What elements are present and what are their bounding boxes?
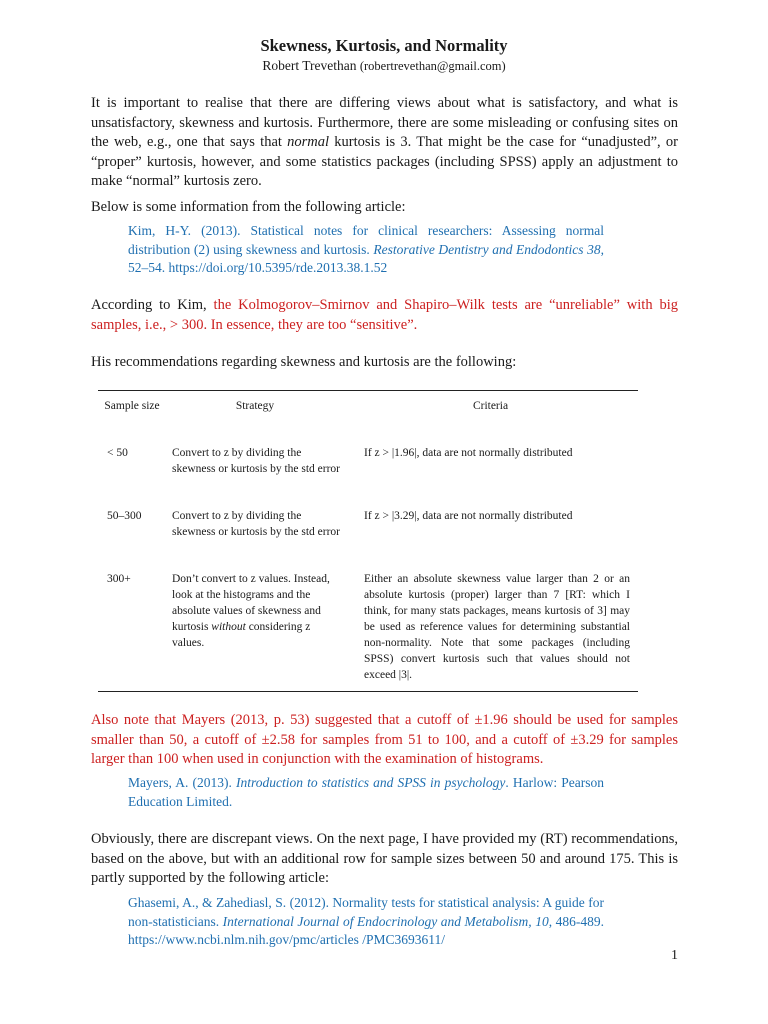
mayers-note-paragraph: Also note that Mayers (2013, p. 53) suggested that a cutoff of ±1.96 should be used for samples smaller than 50, a cutoff of ±2.58 for samples from 51 to 100, and a cutoff of ±3.29 for samples larger than 100 when used in conjunction with the examination of histograms.	[91, 712, 678, 767]
header-strategy: Strategy	[235, 400, 275, 412]
row-3-criteria: Either an absolute skewness value larger than 2 or an absolute kurtosis (proper) larger than 7 [RT: which I think, for many stats packages, means kurtosis of 3] may be used as reference values for determining substantial non-normality. Note that some packages (including SPSS) convert kurtosis such that values should not exceed |3|.	[364, 573, 630, 681]
according-paragraph: According to Kim, the Kolmogorov–Smirnov and Shapiro–Wilk tests are “unreliable” with big samples, i.e., > 300. In essence, they are too “sensitive”.	[91, 297, 678, 333]
document-title: Skewness, Kurtosis, and Normality	[260, 36, 508, 55]
page-number: 1	[671, 948, 678, 963]
reference-kim-journal: Restorative Dentistry and Endodontics 38	[373, 241, 601, 257]
row-3-strategy: Don’t convert to z values. Instead, look at the histograms and the absolute values of skewness and kurtosis without considering z values.	[172, 573, 330, 649]
author-email: (robertrevethan@gmail.com)	[359, 59, 506, 73]
author-name: Robert Trevethan	[262, 58, 357, 73]
recommendations-paragraph: His recommendations regarding skewness and kurtosis are the following:	[91, 354, 517, 370]
header-criteria: Criteria	[472, 400, 509, 412]
intro-italic-normal: normal	[287, 134, 330, 150]
header-sample-size: Sample size	[104, 400, 160, 412]
according-red-text: the Kolmogorov–Smirnov and Shapiro–Wilk tests are “unreliable” with big samples, i.e., > 300. In essence, they are too “sensitive”.	[91, 297, 678, 333]
reference-kim: Kim, H-Y. (2013). Statistical notes for clinical researchers: Assessing normal distribution (2) using skewness and kurtosis. Restorative Dentistry and Endodontics 38, 52–54. https://doi.org/10.5395/rde.2013.38.1.52	[128, 223, 604, 275]
row-2-criteria: If z > |3.29|, data are not normally distributed	[364, 510, 573, 522]
row-2-strategy: Convert to z by dividing the skewness or kurtosis by the std error	[172, 510, 341, 538]
author-line	[0, 58, 768, 74]
recommendations-table	[98, 390, 638, 692]
reference-ghasemi: Ghasemi, A., & Zahediasl, S. (2012). Normality tests for statistical analysis: A guide for non-statisticians. International Journal of Endocrinology and Metabolism, 10, 486-489. https://www.ncbi.nlm.nih.gov/pmc/articles /PMC3693611/	[128, 895, 604, 947]
below-info-paragraph: Below is some information from the following article:	[91, 199, 406, 215]
row-2-sample-size: 50–300	[107, 510, 142, 522]
row-3-strategy-italic: without	[211, 621, 246, 633]
intro-paragraph: It is important to realise that there are differing views about what is satisfactory, and what is unsatisfactory, skewness and kurtosis. Furthermore, there are some misleading or confusing sites on the web, e.g., one that says that normal kurtosis is 3. That might be the case for “unadjusted”, or “proper” kurtosis, however, and some statistics packages (including SPSS) apply an adjustment to make “normal” kurtosis zero.	[91, 95, 678, 189]
reference-mayers: Mayers, A. (2013). Introduction to statistics and SPSS in psychology. Harlow: Pearson Education Limited.	[128, 775, 604, 809]
row-1-criteria: If z > |1.96|, data are not normally distributed	[364, 447, 573, 459]
row-1-sample-size: < 50	[107, 447, 128, 459]
reference-mayers-title: Introduction to statistics and SPSS in psychology	[235, 775, 506, 790]
discrepant-paragraph: Obviously, there are discrepant views. On the next page, I have provided my (RT) recommendations, based on the above, but with an additional row for sample sizes between 50 and around 175. This is partly supported by the following article:	[91, 831, 678, 886]
row-3-sample-size: 300+	[107, 573, 131, 585]
reference-ghasemi-journal: International Journal of Endocrinology and Metabolism, 10	[222, 913, 549, 929]
row-1-strategy: Convert to z by dividing the skewness or kurtosis by the std error	[172, 447, 341, 475]
